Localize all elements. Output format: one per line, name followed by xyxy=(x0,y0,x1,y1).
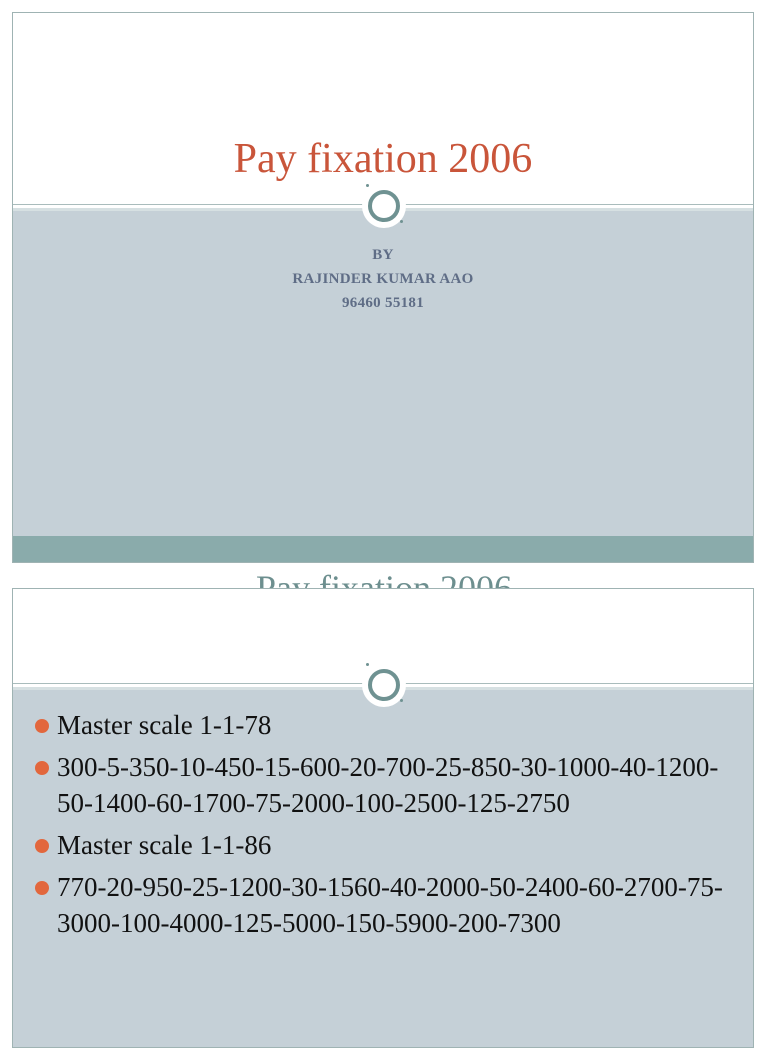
author-name: RAJINDER KUMAR AAO xyxy=(292,271,474,287)
bullet-dot-icon xyxy=(35,839,49,853)
bullet-list xyxy=(35,707,723,947)
list-item: 300-5-350-10-450-15-600-20-700-25-850-30-1000-40-1200-50-1400-60-1700-75-2000-100-2500-125-2750 xyxy=(35,749,723,821)
bullet-dot-icon xyxy=(35,881,49,895)
bullet-dot-icon xyxy=(35,761,49,775)
author-block xyxy=(13,243,753,315)
ring-ornament-icon xyxy=(362,184,406,228)
author-by: BY xyxy=(372,247,394,263)
list-item: Master scale 1-1-86 xyxy=(35,827,723,863)
footer-band xyxy=(13,536,753,562)
bullet-dot-icon xyxy=(35,719,49,733)
list-item: 770-20-950-25-1200-30-1560-40-2000-50-2400-60-2700-75-3000-100-4000-125-5000-150-5900-200-7300 xyxy=(35,869,723,941)
author-phone: 96460 55181 xyxy=(341,295,425,311)
list-item: Master scale 1-1-78 xyxy=(35,707,723,743)
slide-title: Pay fixation 2006 xyxy=(233,136,533,182)
title-slide xyxy=(12,12,754,563)
ring-ornament-icon xyxy=(362,663,406,707)
content-slide xyxy=(12,588,754,1048)
